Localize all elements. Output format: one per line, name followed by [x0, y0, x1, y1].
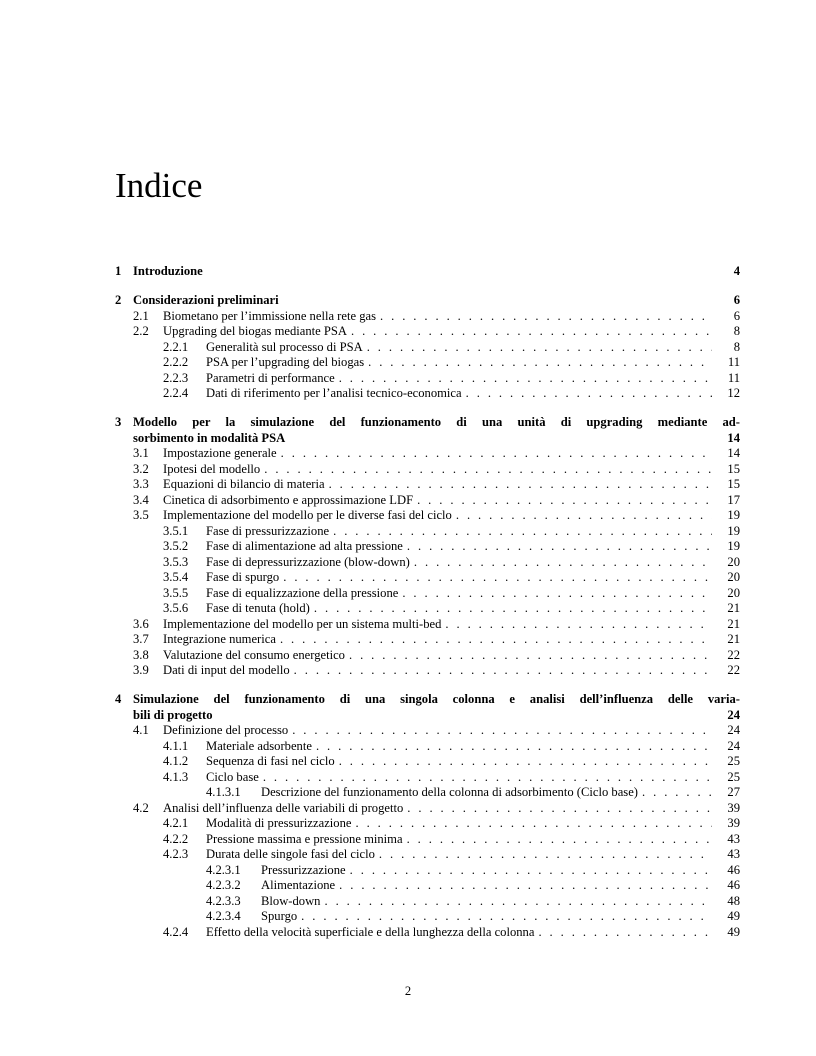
- toc-subsubsection[interactable]: [115, 878, 740, 894]
- toc-number: 4.2.3: [163, 847, 189, 861]
- toc-subsection[interactable]: [115, 847, 740, 863]
- toc-subsubsection[interactable]: [115, 894, 740, 910]
- toc-number: 3.9: [133, 663, 149, 677]
- page-title: Indice: [115, 166, 203, 205]
- toc-title: Equazioni di bilancio di materia: [163, 477, 325, 491]
- toc-chapter[interactable]: [115, 415, 740, 431]
- toc-section[interactable]: [115, 446, 740, 462]
- toc-title: Durata delle singole fasi del ciclo: [206, 847, 375, 861]
- toc-dot-leader: [642, 785, 712, 801]
- toc-dot-leader: [324, 894, 712, 910]
- toc-number: 4.2.2: [163, 831, 189, 846]
- toc-page: 6: [733, 293, 740, 307]
- toc-page: 21: [727, 601, 740, 615]
- toc-dot-leader: [379, 847, 712, 863]
- toc-subsection[interactable]: [115, 816, 740, 832]
- toc-subsubsection[interactable]: [115, 785, 740, 801]
- toc-title: Biometano per l’immissione nella rete gas: [163, 308, 376, 323]
- toc-number: 3.5.2: [163, 539, 189, 553]
- toc-title: Implementazione del modello per le diverse fasi del ciclo: [163, 508, 452, 522]
- toc-section[interactable]: [115, 324, 740, 340]
- toc-dot-leader: [367, 340, 712, 356]
- toc-title: Fase di alimentazione ad alta pressione: [206, 539, 403, 553]
- toc-subsection[interactable]: [115, 586, 740, 602]
- toc-dot-leader: [283, 570, 712, 586]
- toc-subsection[interactable]: [115, 770, 740, 786]
- toc-dot-leader: [380, 309, 712, 325]
- toc-section[interactable]: [115, 632, 740, 648]
- toc-section[interactable]: [115, 648, 740, 664]
- toc-title: Modello per la simulazione del funzionamento di una unità di upgrading mediante ad-: [133, 415, 740, 429]
- toc-dot-leader: [351, 324, 712, 340]
- toc-subsection[interactable]: [115, 386, 740, 402]
- toc-number: 3.8: [133, 647, 149, 662]
- toc-title: Generalità sul processo di PSA: [206, 339, 363, 354]
- toc-page: 46: [727, 862, 740, 877]
- toc-title: Valutazione del consumo energetico: [163, 647, 345, 662]
- toc-title: Definizione del processo: [163, 723, 289, 737]
- toc-title: bili di progetto: [133, 707, 213, 722]
- toc-chapter-continued[interactable]: [115, 431, 740, 447]
- toc-number: 4.1.3.1: [206, 785, 241, 799]
- toc-number: 3.7: [133, 632, 149, 646]
- table-of-contents: [115, 264, 740, 940]
- toc-number: 4.2.3.1: [206, 862, 241, 877]
- toc-page: 25: [727, 769, 740, 784]
- toc-title: Fase di spurgo: [206, 570, 280, 584]
- toc-title: Ciclo base: [206, 769, 259, 784]
- toc-subsubsection[interactable]: [115, 863, 740, 879]
- toc-page: 21: [727, 632, 740, 646]
- toc-title: Effetto della velocità superficiale e della lunghezza della colonna: [206, 924, 535, 939]
- toc-dot-leader: [281, 446, 712, 462]
- toc-dot-leader: [329, 477, 712, 493]
- toc-page: 19: [727, 539, 740, 553]
- toc-title: Cinetica di adsorbimento e approssimazione LDF: [163, 492, 414, 507]
- toc-dot-leader: [466, 386, 712, 402]
- toc-number: 4.1: [133, 723, 149, 737]
- toc-title: Analisi dell’influenza delle variabili di progetto: [163, 800, 404, 815]
- toc-title: Pressurizzazione: [261, 862, 346, 877]
- toc-subsection[interactable]: [115, 754, 740, 770]
- toc-title: Ipotesi del modello: [163, 461, 261, 476]
- toc-number: 3.5.3: [163, 554, 189, 569]
- toc-number: 3.5.1: [163, 523, 189, 538]
- toc-number: 3.5: [133, 508, 149, 522]
- toc-section[interactable]: [115, 801, 740, 817]
- toc-page: 14: [727, 446, 740, 460]
- toc-number: 3.3: [133, 477, 149, 491]
- toc-page: 39: [727, 800, 740, 815]
- toc-page: 27: [727, 785, 740, 799]
- toc-title: Introduzione: [133, 264, 203, 278]
- toc-title: Modalità di pressurizzazione: [206, 816, 352, 830]
- toc-title: sorbimento in modalità PSA: [133, 430, 286, 445]
- toc-page: 39: [727, 816, 740, 830]
- toc-dot-leader: [368, 355, 712, 371]
- toc-dot-leader: [538, 925, 712, 941]
- toc-dot-leader: [407, 539, 712, 555]
- toc-chapter[interactable]: [115, 293, 740, 309]
- toc-dot-leader: [339, 754, 712, 770]
- toc-title: Dati di riferimento per l’analisi tecnico-economica: [206, 386, 462, 400]
- toc-title: Blow-down: [261, 893, 321, 908]
- toc-dot-leader: [292, 723, 712, 739]
- toc-dot-leader: [355, 816, 712, 832]
- toc-dot-leader: [316, 739, 712, 755]
- toc-chapter[interactable]: [115, 692, 740, 708]
- toc-page: 11: [727, 355, 740, 369]
- toc-title: Considerazioni preliminari: [133, 293, 279, 307]
- toc-number: 4.2.3.3: [206, 893, 241, 908]
- toc-section[interactable]: [115, 617, 740, 633]
- toc-dot-leader: [339, 878, 712, 894]
- toc-page: 12: [727, 386, 740, 400]
- toc-page: 46: [727, 878, 740, 892]
- toc-dot-leader: [456, 508, 712, 524]
- toc-number: 1: [115, 264, 122, 278]
- toc-page: 20: [727, 554, 740, 569]
- toc-page: 19: [727, 508, 740, 522]
- toc-page: 19: [727, 523, 740, 538]
- toc-dot-leader: [417, 493, 712, 509]
- toc-page: 20: [727, 570, 740, 584]
- toc-page: 20: [727, 585, 740, 600]
- toc-number: 4.2: [133, 800, 149, 815]
- toc-section[interactable]: [115, 462, 740, 478]
- toc-section[interactable]: [115, 309, 740, 325]
- toc-page: 11: [727, 370, 740, 385]
- page-number: 2: [404, 984, 412, 998]
- toc-page: 24: [727, 723, 740, 737]
- toc-title: Fase di equalizzazione della pressione: [206, 585, 399, 600]
- toc-page: 25: [727, 754, 740, 768]
- toc-subsubsection[interactable]: [115, 909, 740, 925]
- toc-title: Simulazione del funzionamento di una singola colonna e analisi dell’influenza delle varia-: [133, 692, 740, 706]
- toc-section[interactable]: [115, 493, 740, 509]
- toc-dot-leader: [333, 524, 712, 540]
- toc-title: Impostazione generale: [163, 446, 277, 460]
- toc-dot-leader: [263, 770, 712, 786]
- toc-title: Fase di tenuta (hold): [206, 601, 310, 615]
- toc-subsection[interactable]: [115, 570, 740, 586]
- toc-dot-leader: [350, 863, 712, 879]
- toc-page: 17: [727, 492, 740, 507]
- toc-number: 3.1: [133, 446, 149, 460]
- toc-subsection[interactable]: [115, 371, 740, 387]
- toc-page: 15: [727, 477, 740, 491]
- toc-number: 2.2.1: [163, 339, 189, 354]
- toc-subsection[interactable]: [115, 925, 740, 941]
- toc-page: 22: [727, 647, 740, 662]
- toc-title: PSA per l’upgrading del biogas: [206, 355, 365, 369]
- toc-number: 4.2.4: [163, 924, 189, 939]
- toc-number: 4.2.3.4: [206, 909, 241, 923]
- toc-number: 4.1.2: [163, 754, 189, 768]
- toc-dot-leader: [349, 648, 712, 664]
- toc-section[interactable]: [115, 508, 740, 524]
- toc-title: Parametri di performance: [206, 370, 335, 385]
- toc-title: Sequenza di fasi nel ciclo: [206, 754, 335, 768]
- toc-number: 3.4: [133, 492, 149, 507]
- toc-dot-leader: [314, 601, 712, 617]
- toc-number: 3.2: [133, 461, 149, 476]
- toc-subsection[interactable]: [115, 739, 740, 755]
- toc-number: 2.2.3: [163, 370, 189, 385]
- toc-section[interactable]: [115, 723, 740, 739]
- toc-page: 43: [727, 831, 740, 846]
- toc-title: Upgrading del biogas mediante PSA: [163, 324, 347, 338]
- toc-number: 2: [115, 293, 122, 307]
- toc-page: 15: [727, 461, 740, 476]
- toc-title: Integrazione numerica: [163, 632, 276, 646]
- toc-subsection[interactable]: [115, 601, 740, 617]
- toc-dot-leader: [339, 371, 712, 387]
- toc-subsection[interactable]: [115, 355, 740, 371]
- toc-number: 4.2.1: [163, 816, 189, 830]
- toc-subsection[interactable]: [115, 524, 740, 540]
- toc-page: 24: [727, 738, 740, 753]
- toc-dot-leader: [445, 617, 712, 633]
- toc-title: Descrizione del funzionamento della colonna di adsorbimento (Ciclo base): [261, 785, 638, 799]
- toc-page: 49: [727, 909, 740, 923]
- toc-title: Materiale adsorbente: [206, 738, 312, 753]
- toc-number: 4: [115, 692, 122, 706]
- toc-page: 8: [733, 324, 740, 338]
- toc-dot-leader: [264, 462, 712, 478]
- toc-subsection[interactable]: [115, 832, 740, 848]
- toc-page: 21: [727, 616, 740, 631]
- toc-title: Alimentazione: [261, 878, 336, 892]
- toc-title: Implementazione del modello per un sistema multi-bed: [163, 616, 442, 631]
- toc-number: 2.1: [133, 308, 149, 323]
- toc-dot-leader: [414, 555, 712, 571]
- toc-number: 4.1.3: [163, 769, 189, 784]
- toc-number: 3: [115, 415, 122, 429]
- toc-dot-leader: [407, 801, 712, 817]
- toc-page: 6: [733, 308, 740, 323]
- toc-number: 3.5.4: [163, 570, 189, 584]
- toc-subsection[interactable]: [115, 340, 740, 356]
- toc-page: 24: [727, 707, 740, 722]
- toc-title: Dati di input del modello: [163, 663, 290, 677]
- toc-subsection[interactable]: [115, 555, 740, 571]
- toc-number: 3.5.6: [163, 601, 189, 615]
- toc-title: Spurgo: [261, 909, 298, 923]
- toc-dot-leader: [407, 832, 712, 848]
- toc-dot-leader: [301, 909, 712, 925]
- toc-section[interactable]: [115, 663, 740, 679]
- toc-dot-leader: [294, 663, 712, 679]
- toc-subsection[interactable]: [115, 539, 740, 555]
- toc-page: 8: [733, 339, 740, 354]
- toc-title: Pressione massima e pressione minima: [206, 831, 403, 846]
- toc-number: 2.2: [133, 324, 149, 338]
- toc-number: 3.6: [133, 616, 149, 631]
- toc-chapter[interactable]: [115, 264, 740, 280]
- toc-title: Fase di depressurizzazione (blow-down): [206, 554, 410, 569]
- toc-number: 4.2.3.2: [206, 878, 241, 892]
- toc-page: 22: [727, 663, 740, 677]
- toc-number: 2.2.2: [163, 355, 189, 369]
- toc-page: 43: [727, 847, 740, 861]
- toc-dot-leader: [280, 632, 712, 648]
- toc-page: 48: [727, 893, 740, 908]
- toc-section[interactable]: [115, 477, 740, 493]
- toc-page: 4: [733, 264, 740, 278]
- toc-page: 49: [727, 924, 740, 939]
- toc-number: 4.1.1: [163, 738, 189, 753]
- toc-number: 2.2.4: [163, 386, 189, 400]
- toc-title: Fase di pressurizzazione: [206, 523, 330, 538]
- toc-number: 3.5.5: [163, 585, 189, 600]
- toc-chapter-continued[interactable]: [115, 708, 740, 724]
- toc-dot-leader: [402, 586, 712, 602]
- toc-page: 14: [727, 430, 740, 445]
